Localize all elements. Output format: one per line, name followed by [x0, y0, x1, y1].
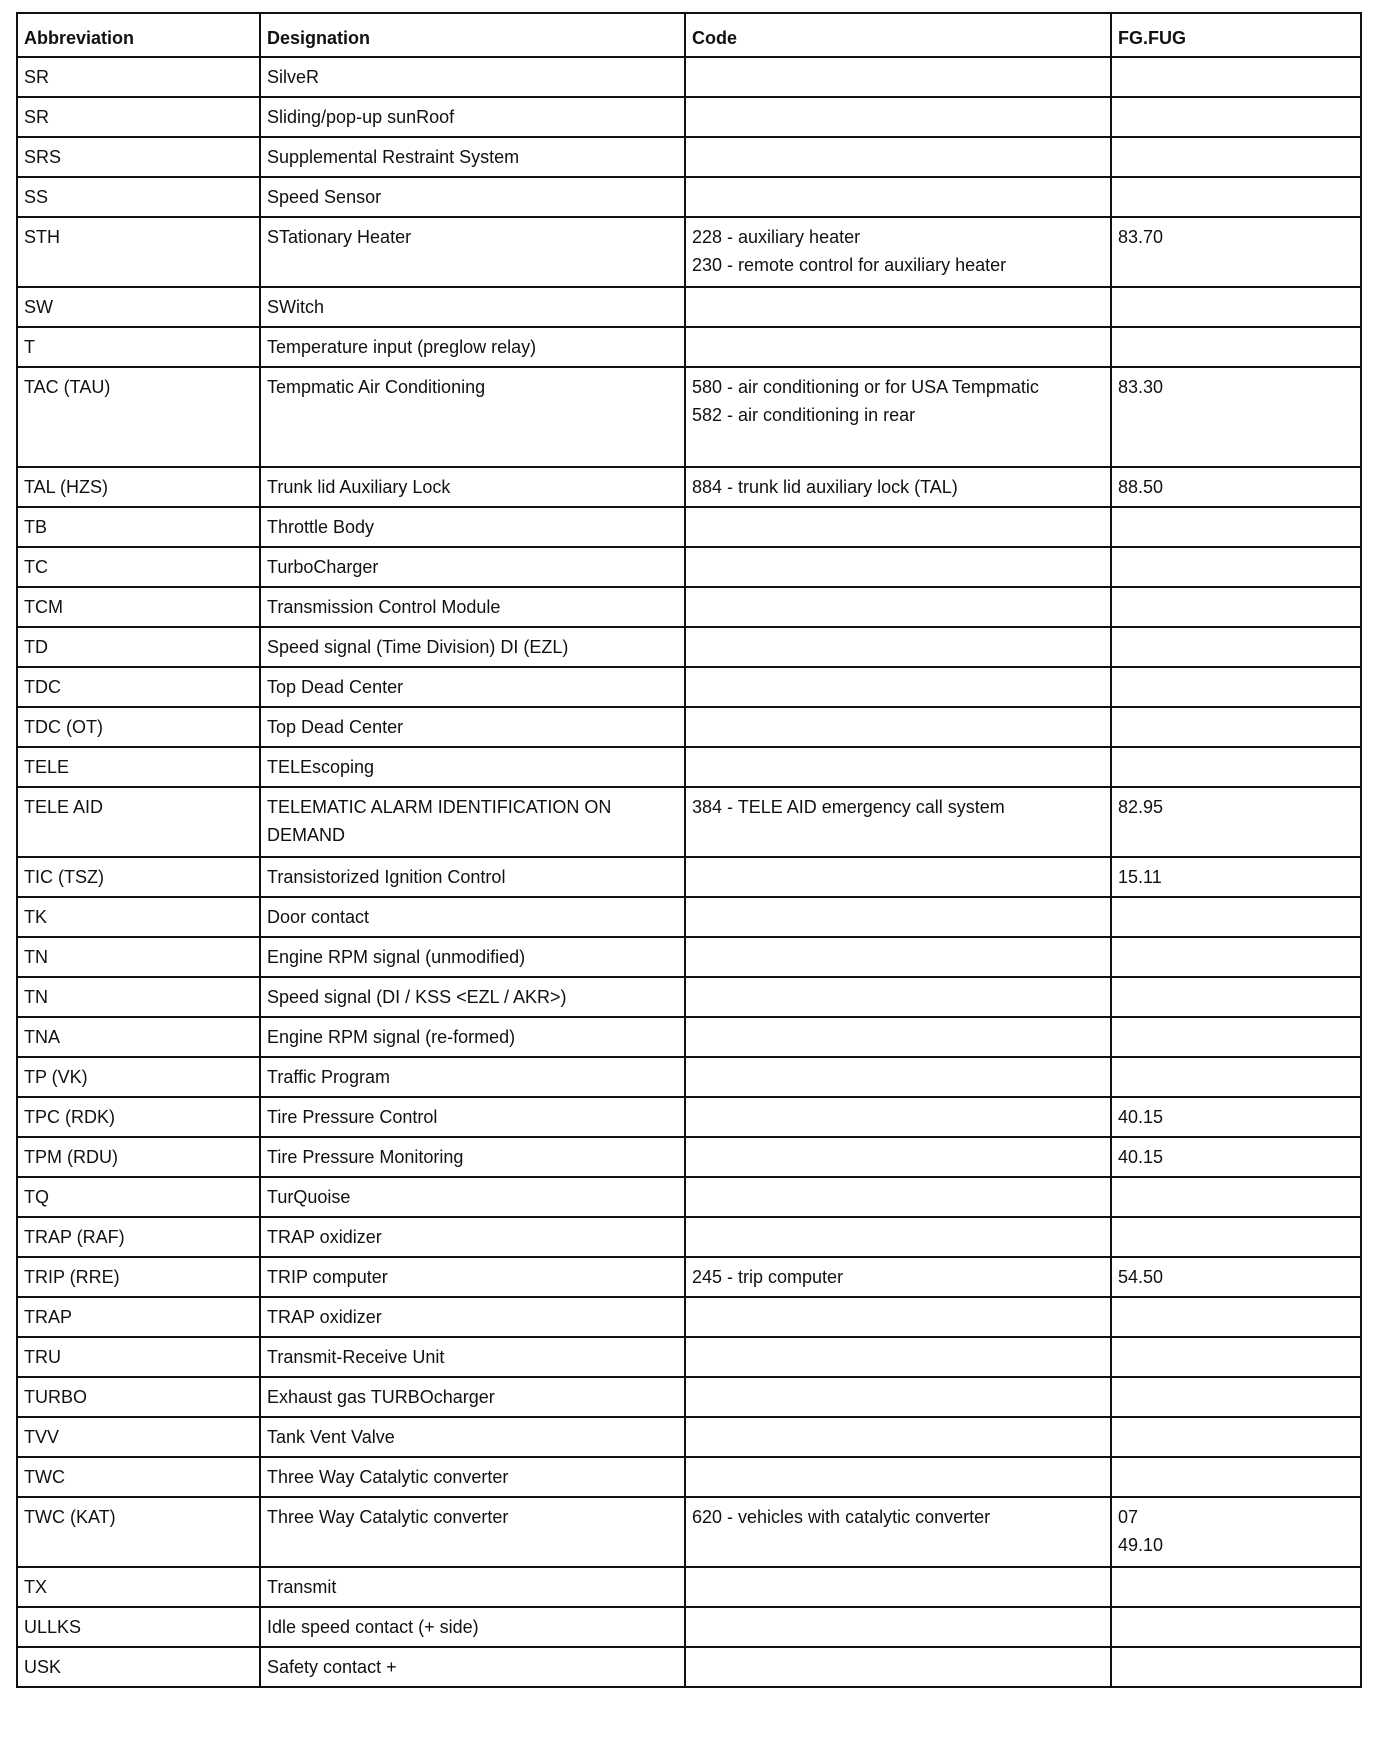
cell-code	[685, 467, 1111, 507]
cell-abbreviation: TK	[17, 897, 260, 937]
cell-designation: TurboCharger	[260, 547, 685, 587]
cell-code	[685, 1417, 1111, 1457]
cell-code	[685, 747, 1111, 787]
table-row	[17, 787, 1361, 857]
cell-code	[685, 1457, 1111, 1497]
cell-code	[685, 177, 1111, 217]
cell-code	[685, 367, 1111, 467]
cell-abbreviation: SR	[17, 57, 260, 97]
cell-designation: Speed signal (DI / KSS <EZL / AKR>)	[260, 977, 685, 1017]
cell-abbreviation: ULLKS	[17, 1607, 260, 1647]
code-line: 884 - trunk lid auxiliary lock (TAL)	[692, 477, 958, 497]
cell-code	[685, 97, 1111, 137]
code-line: 582 - air conditioning in rear	[692, 405, 916, 425]
cell-code	[685, 1057, 1111, 1097]
cell-designation: Tempmatic Air Conditioning	[260, 367, 685, 467]
cell-designation: Transmission Control Module	[260, 587, 685, 627]
cell-designation: TurQuoise	[260, 1177, 685, 1217]
table-row	[17, 177, 1361, 217]
cell-code	[685, 897, 1111, 937]
code-line: 245 - trip computer	[692, 1267, 844, 1287]
cell-designation: Transmit-Receive Unit	[260, 1337, 685, 1377]
cell-designation: Top Dead Center	[260, 667, 685, 707]
table-row	[17, 627, 1361, 667]
cell-fg-fug	[1111, 747, 1361, 787]
table-row	[17, 1177, 1361, 1217]
cell-code	[685, 547, 1111, 587]
cell-code	[685, 1497, 1111, 1567]
cell-code	[685, 1647, 1111, 1687]
table-row	[17, 1017, 1361, 1057]
cell-designation: TRIP computer	[260, 1257, 685, 1297]
cell-code	[685, 707, 1111, 747]
cell-fg-fug	[1111, 1497, 1361, 1567]
cell-fg-fug	[1111, 467, 1361, 507]
cell-code	[685, 1217, 1111, 1257]
abbreviation-table	[16, 12, 1362, 1688]
cell-fg-fug	[1111, 1017, 1361, 1057]
cell-designation: SilveR	[260, 57, 685, 97]
cell-fg-fug	[1111, 1097, 1361, 1137]
fg-fug-line: 40.15	[1118, 1107, 1164, 1127]
fg-fug-line: 40.15	[1118, 1147, 1164, 1167]
cell-abbreviation: TX	[17, 1567, 260, 1607]
cell-designation: TRAP oxidizer	[260, 1217, 685, 1257]
table-row	[17, 1567, 1361, 1607]
cell-fg-fug	[1111, 937, 1361, 977]
cell-abbreviation: TELE AID	[17, 787, 260, 857]
cell-abbreviation: TAL (HZS)	[17, 467, 260, 507]
table-row	[17, 507, 1361, 547]
table-row	[17, 707, 1361, 747]
table-row	[17, 1297, 1361, 1337]
cell-abbreviation: TRIP (RRE)	[17, 1257, 260, 1297]
table-row	[17, 137, 1361, 177]
table-row	[17, 1137, 1361, 1177]
cell-designation: Idle speed contact (+ side)	[260, 1607, 685, 1647]
cell-designation: Safety contact +	[260, 1647, 685, 1687]
table-row	[17, 937, 1361, 977]
table-row	[17, 1607, 1361, 1647]
cell-code	[685, 937, 1111, 977]
cell-code	[685, 857, 1111, 897]
fg-fug-line: 49.10	[1118, 1535, 1164, 1555]
cell-code	[685, 507, 1111, 547]
code-line: 620 - vehicles with catalytic converter	[692, 1507, 991, 1527]
cell-abbreviation: SS	[17, 177, 260, 217]
cell-designation: Door contact	[260, 897, 685, 937]
cell-abbreviation: TN	[17, 977, 260, 1017]
cell-designation: Throttle Body	[260, 507, 685, 547]
cell-fg-fug	[1111, 1297, 1361, 1337]
table-row	[17, 1057, 1361, 1097]
table-row	[17, 287, 1361, 327]
table-row	[17, 1457, 1361, 1497]
cell-designation: Three Way Catalytic converter	[260, 1457, 685, 1497]
table-row	[17, 1497, 1361, 1567]
cell-abbreviation: TCM	[17, 587, 260, 627]
cell-designation: Speed Sensor	[260, 177, 685, 217]
cell-abbreviation: TPM (RDU)	[17, 1137, 260, 1177]
cell-code	[685, 977, 1111, 1017]
cell-designation: STationary Heater	[260, 217, 685, 287]
cell-abbreviation: TP (VK)	[17, 1057, 260, 1097]
table-row	[17, 897, 1361, 937]
table-row	[17, 1217, 1361, 1257]
cell-designation: Sliding/pop-up sunRoof	[260, 97, 685, 137]
cell-designation: TELEscoping	[260, 747, 685, 787]
cell-fg-fug	[1111, 97, 1361, 137]
cell-fg-fug	[1111, 547, 1361, 587]
fg-fug-line: 83.30	[1118, 377, 1164, 397]
table-header-row	[17, 13, 1361, 57]
cell-code	[685, 1297, 1111, 1337]
table-row	[17, 547, 1361, 587]
cell-abbreviation: TNA	[17, 1017, 260, 1057]
cell-designation: Temperature input (preglow relay)	[260, 327, 685, 367]
cell-fg-fug	[1111, 627, 1361, 667]
header-fg-fug: FG.FUG	[1111, 13, 1361, 57]
cell-code	[685, 57, 1111, 97]
cell-designation: Engine RPM signal (re-formed)	[260, 1017, 685, 1057]
cell-designation: Exhaust gas TURBOcharger	[260, 1377, 685, 1417]
cell-code	[685, 1017, 1111, 1057]
cell-fg-fug	[1111, 1567, 1361, 1607]
table-row	[17, 1417, 1361, 1457]
cell-fg-fug	[1111, 897, 1361, 937]
cell-fg-fug	[1111, 1377, 1361, 1417]
cell-designation: TELEMATIC ALARM IDENTIFICATION ON DEMAND	[260, 787, 685, 857]
cell-code	[685, 287, 1111, 327]
cell-fg-fug	[1111, 1137, 1361, 1177]
cell-designation: Traffic Program	[260, 1057, 685, 1097]
cell-fg-fug	[1111, 1457, 1361, 1497]
cell-abbreviation: SR	[17, 97, 260, 137]
table-row	[17, 57, 1361, 97]
cell-abbreviation: TB	[17, 507, 260, 547]
cell-fg-fug	[1111, 977, 1361, 1017]
cell-abbreviation: TPC (RDK)	[17, 1097, 260, 1137]
cell-fg-fug	[1111, 857, 1361, 897]
cell-designation: Speed signal (Time Division) DI (EZL)	[260, 627, 685, 667]
code-line: 230 - remote control for auxiliary heater	[692, 255, 1007, 275]
table-row	[17, 1377, 1361, 1417]
cell-fg-fug	[1111, 287, 1361, 327]
cell-abbreviation: STH	[17, 217, 260, 287]
code-line: 580 - air conditioning or for USA Tempmatic	[692, 377, 1039, 397]
cell-abbreviation: TDC	[17, 667, 260, 707]
cell-fg-fug	[1111, 1217, 1361, 1257]
table-row	[17, 977, 1361, 1017]
cell-fg-fug	[1111, 1057, 1361, 1097]
cell-code	[685, 1567, 1111, 1607]
cell-code	[685, 217, 1111, 287]
fg-fug-line: 54.50	[1118, 1267, 1164, 1287]
table-row	[17, 587, 1361, 627]
cell-abbreviation: TVV	[17, 1417, 260, 1457]
cell-fg-fug	[1111, 1417, 1361, 1457]
cell-abbreviation: SW	[17, 287, 260, 327]
cell-abbreviation: TWC	[17, 1457, 260, 1497]
cell-abbreviation: TAC (TAU)	[17, 367, 260, 467]
cell-fg-fug	[1111, 367, 1361, 467]
table-row	[17, 467, 1361, 507]
cell-abbreviation: TWC (KAT)	[17, 1497, 260, 1567]
table-row	[17, 217, 1361, 287]
table-body	[17, 57, 1361, 1687]
cell-abbreviation: TN	[17, 937, 260, 977]
cell-fg-fug	[1111, 1647, 1361, 1687]
cell-designation: Trunk lid Auxiliary Lock	[260, 467, 685, 507]
table-row	[17, 1337, 1361, 1377]
cell-fg-fug	[1111, 667, 1361, 707]
cell-abbreviation: TC	[17, 547, 260, 587]
table-row	[17, 667, 1361, 707]
code-line: 228 - auxiliary heater	[692, 227, 861, 247]
cell-designation: Engine RPM signal (unmodified)	[260, 937, 685, 977]
fg-fug-line: 07	[1118, 1507, 1139, 1527]
cell-fg-fug	[1111, 57, 1361, 97]
fg-fug-line: 82.95	[1118, 797, 1164, 817]
cell-code	[685, 1177, 1111, 1217]
table-row	[17, 857, 1361, 897]
cell-designation: Supplemental Restraint System	[260, 137, 685, 177]
cell-code	[685, 1257, 1111, 1297]
cell-code	[685, 1097, 1111, 1137]
cell-fg-fug	[1111, 1177, 1361, 1217]
cell-abbreviation: TRAP (RAF)	[17, 1217, 260, 1257]
cell-abbreviation: TDC (OT)	[17, 707, 260, 747]
cell-code	[685, 667, 1111, 707]
cell-fg-fug	[1111, 137, 1361, 177]
cell-fg-fug	[1111, 177, 1361, 217]
cell-abbreviation: TELE	[17, 747, 260, 787]
cell-designation: TRAP oxidizer	[260, 1297, 685, 1337]
cell-code	[685, 1607, 1111, 1647]
cell-code	[685, 587, 1111, 627]
header-code: Code	[685, 13, 1111, 57]
table-row	[17, 1097, 1361, 1137]
cell-fg-fug	[1111, 217, 1361, 287]
table-row	[17, 1647, 1361, 1687]
cell-fg-fug	[1111, 787, 1361, 857]
code-line: 384 - TELE AID emergency call system	[692, 797, 1005, 817]
table-row	[17, 747, 1361, 787]
cell-abbreviation: USK	[17, 1647, 260, 1687]
cell-designation: SWitch	[260, 287, 685, 327]
cell-abbreviation: T	[17, 327, 260, 367]
table-row	[17, 97, 1361, 137]
cell-designation: Tank Vent Valve	[260, 1417, 685, 1457]
cell-code	[685, 1137, 1111, 1177]
cell-abbreviation: TD	[17, 627, 260, 667]
cell-fg-fug	[1111, 327, 1361, 367]
cell-fg-fug	[1111, 587, 1361, 627]
table-row	[17, 327, 1361, 367]
fg-fug-line: 15.11	[1118, 867, 1162, 887]
cell-code	[685, 627, 1111, 667]
cell-code	[685, 1337, 1111, 1377]
cell-abbreviation: TRAP	[17, 1297, 260, 1337]
cell-code	[685, 137, 1111, 177]
header-designation: Designation	[260, 13, 685, 57]
cell-designation: Three Way Catalytic converter	[260, 1497, 685, 1567]
cell-code	[685, 787, 1111, 857]
cell-abbreviation: TURBO	[17, 1377, 260, 1417]
cell-abbreviation: SRS	[17, 137, 260, 177]
cell-fg-fug	[1111, 707, 1361, 747]
cell-designation: Transistorized Ignition Control	[260, 857, 685, 897]
cell-code	[685, 327, 1111, 367]
cell-abbreviation: TIC (TSZ)	[17, 857, 260, 897]
cell-designation: Tire Pressure Monitoring	[260, 1137, 685, 1177]
header-abbreviation: Abbreviation	[17, 13, 260, 57]
fg-fug-line: 83.70	[1118, 227, 1164, 247]
cell-fg-fug	[1111, 1607, 1361, 1647]
cell-designation: Tire Pressure Control	[260, 1097, 685, 1137]
cell-fg-fug	[1111, 507, 1361, 547]
fg-fug-line: 88.50	[1118, 477, 1164, 497]
cell-designation: Top Dead Center	[260, 707, 685, 747]
cell-fg-fug	[1111, 1337, 1361, 1377]
cell-designation: Transmit	[260, 1567, 685, 1607]
cell-abbreviation: TRU	[17, 1337, 260, 1377]
table-row	[17, 1257, 1361, 1297]
cell-abbreviation: TQ	[17, 1177, 260, 1217]
cell-fg-fug	[1111, 1257, 1361, 1297]
cell-code	[685, 1377, 1111, 1417]
table-row	[17, 367, 1361, 467]
